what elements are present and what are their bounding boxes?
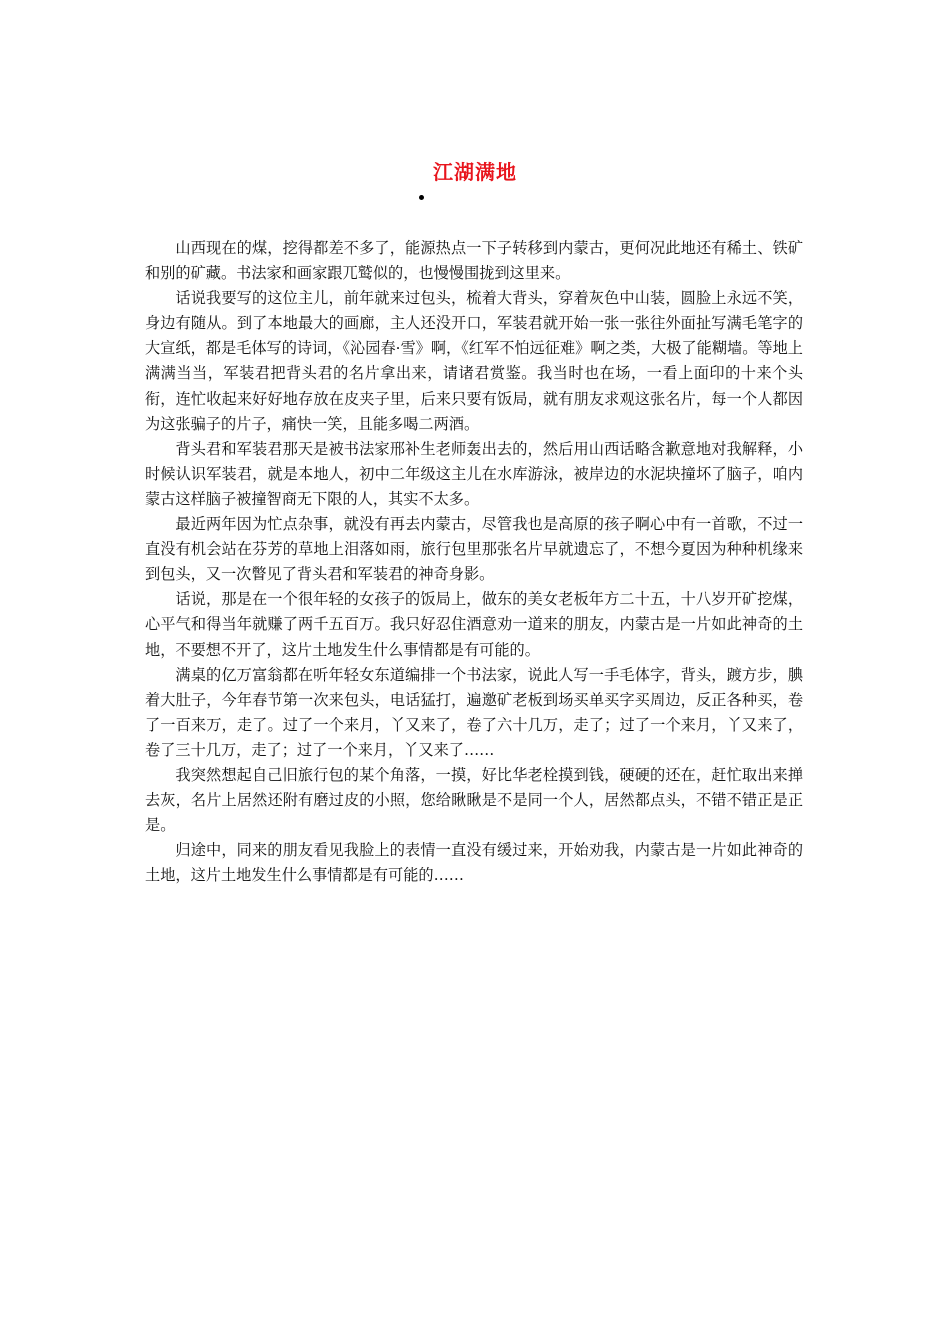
paragraph-6: 满桌的亿万富翁都在听年轻女东道编排一个书法家，说此人写一手毛体字，背头，踱方步，腆着大肚子，今年春节第一次来包头，电话猛打，遍邀矿老板到场买单买字买周边，反正各种买，卷了一百来万，走了。过了一个来月，丫又来了，卷了六十几万，走了；过了一个来月，丫又来了，卷了三十几万，走了；过了一个来月，丫又来了…… [145,665,803,759]
paragraph-3: 背头君和军装君那天是被书法家邢补生老师轰出去的，然后用山西话略含歉意地对我解释，小时候认识军装君，就是本地人，初中二年级这主儿在水库游泳，被岸边的水泥块撞坏了脑子，咱内蒙古这样脑子被撞智商无下限的人，其实不太多。 [145,439,803,508]
paragraph-4: 最近两年因为忙点杂事，就没有再去内蒙古，尽管我也是高原的孩子啊心中有一首歌，不过一直没有机会站在芬芳的草地上泪落如雨，旅行包里那张名片早就遗忘了，不想今夏因为种种机缘来到包头，又一次瞥见了背头君和军装君的神奇身影。 [145,515,803,584]
paragraph-8: 归途中，同来的朋友看见我脸上的表情一直没有缓过来，开始劝我，内蒙古是一片如此神奇的土地，这片土地发生什么事情都是有可能的…… [145,841,803,885]
paragraph-7: 我突然想起自己旧旅行包的某个角落，一摸，好比华老栓摸到钱，硬硬的还在，赶忙取出来掸去灰，名片上居然还附有磨过皮的小照，您给瞅瞅是不是同一个人，居然都点头，不错不错正是正是。 [145,765,803,835]
paragraph-5: 话说，那是在一个很年轻的女孩子的饭局上，做东的美女老板年方二十五，十八岁开矿挖煤，心平气和得当年就赚了两千五百万。我只好忍住酒意劝一道来的朋友，内蒙古是一片如此神奇的土地，不要想不开了，这片土地发生什么事情都是有可能的。 [145,590,803,659]
title-bullet-dot [419,195,424,200]
document-title: 江湖满地 [433,160,517,184]
document-body [145,236,803,888]
paragraph-1: 山西现在的煤，挖得都差不多了，能源热点一下子转移到内蒙古，更何况此地还有稀土、铁矿和别的矿藏。书法家和画家跟兀鹫似的，也慢慢围拢到这里来。 [145,239,803,283]
paragraph-2: 话说我要写的这位主儿，前年就来过包头，梳着大背头，穿着灰色中山装，圆脸上永远不笑，身边有随从。到了本地最大的画廊，主人还没开口，军装君就开始一张一张往外面扯写满毛笔字的大宣纸，都是毛体写的诗词，《沁园春·雪》啊，《红军不怕远征难》啊之类，大极了能糊墙。等地上满满当当，军装君把背头君的名片拿出来，请诸君赏鉴。我当时也在场，一看上面印的十来个头衔，连忙收起来好好地存放在皮夹子里，后来只要有饭局，就有朋友求观这张名片，每一个人都因为这张骗子的片子，痛快一笑，且能多喝二两酒。 [145,289,803,433]
